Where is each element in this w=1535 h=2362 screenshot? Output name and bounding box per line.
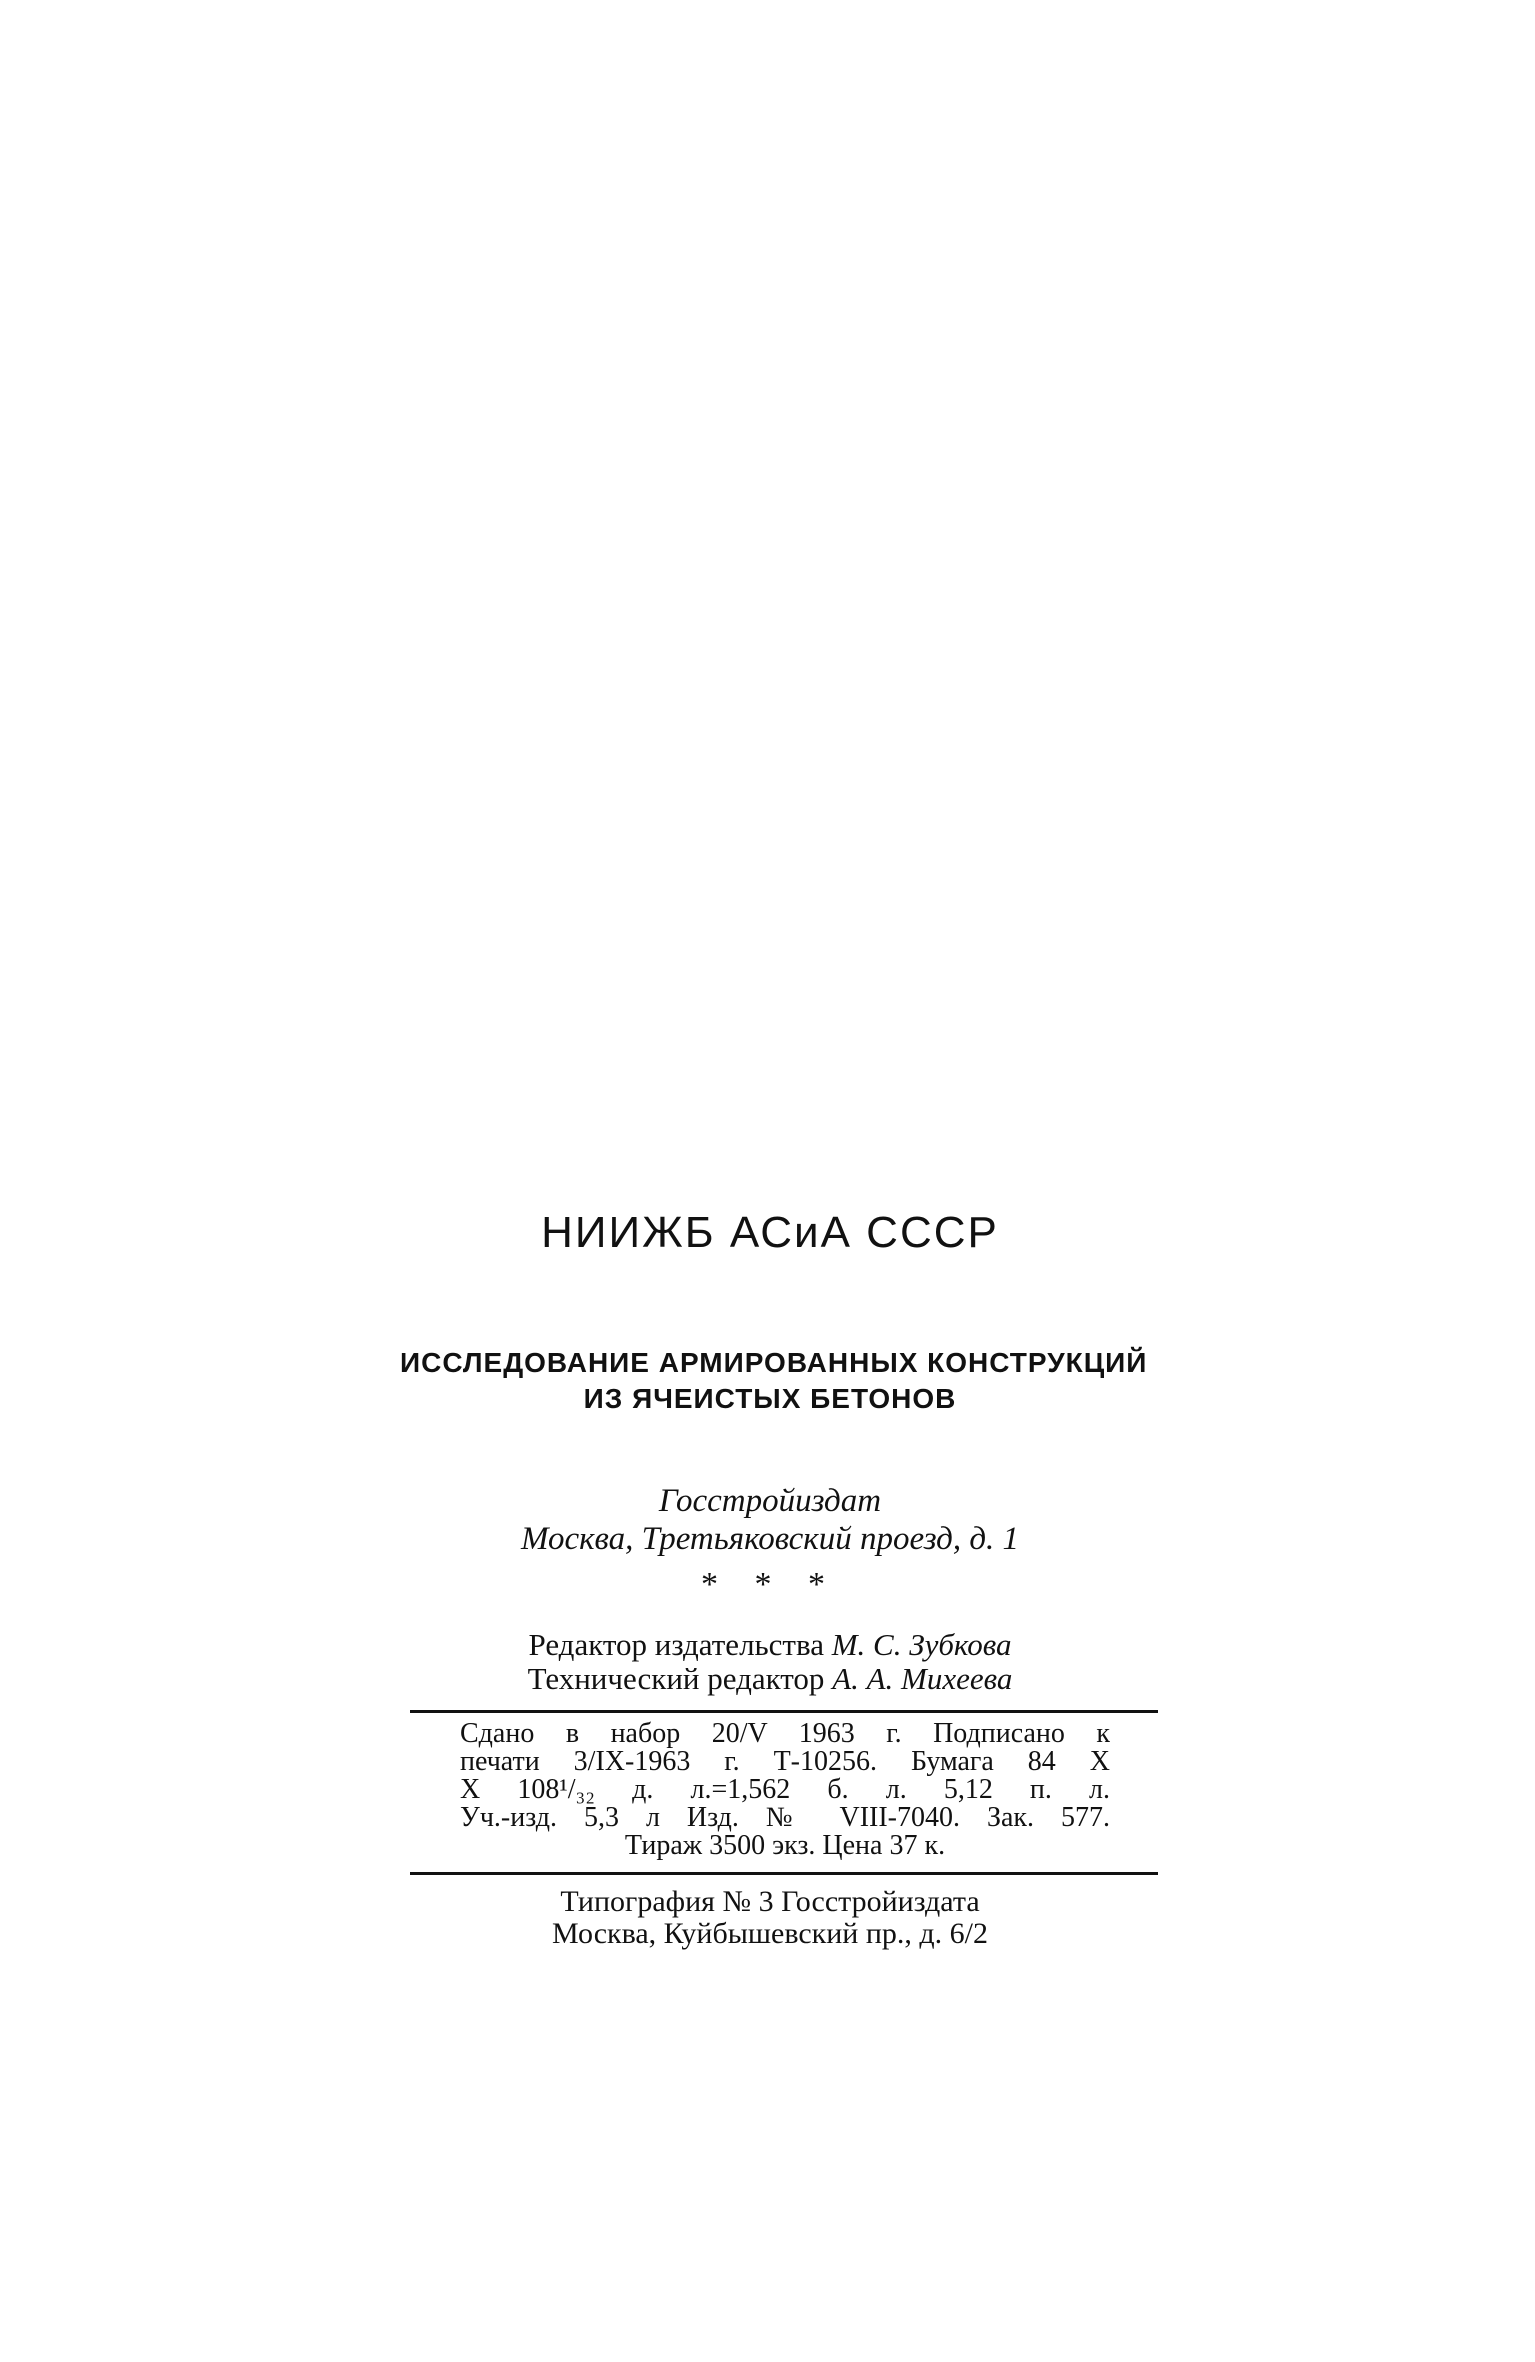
printer-address: Москва, Куйбышевский пр., д. 6/2: [552, 1917, 988, 1950]
imprint-line: печати 3/IX-1963 г. Т-10256. Бумага 84 X: [460, 1746, 1110, 1777]
imprint-line: X 108¹/₃₂ д. л.=1,562 б. л. 5,12 п. л.: [460, 1774, 1110, 1805]
printer-name: Типография № 3 Госстройиздата: [560, 1885, 980, 1918]
divider-bottom: [410, 1872, 1158, 1875]
organization-name: НИИЖБ АСиА СССР: [541, 1208, 999, 1257]
publishing-editor-label: Редактор издательства: [528, 1627, 824, 1662]
section-separator: * * *: [701, 1566, 839, 1603]
book-title: [400, 1345, 1148, 1417]
publisher-address: Москва, Третьяковский проезд, д. 1: [520, 1521, 1020, 1557]
book-title-line-1: ИССЛЕДОВАНИЕ АРМИРОВАННЫХ КОНСТРУКЦИЙ: [400, 1347, 1148, 1378]
imprint-line: Тираж 3500 экз. Цена 37 к.: [624, 1830, 946, 1861]
technical-editor-label: Технический редактор: [527, 1661, 825, 1696]
book-title-line-2: ИЗ ЯЧЕИСТЫХ БЕТОНОВ: [583, 1383, 957, 1414]
publishing-editor: [400, 1628, 1140, 1662]
technical-editor: [400, 1662, 1140, 1696]
imprint-line: Уч.-изд. 5,3 л Изд. № VIII-7040. Зак. 577.: [460, 1802, 1110, 1833]
publisher-name: Госстройиздат: [658, 1483, 882, 1519]
technical-editor-name: А. А. Михеева: [832, 1661, 1013, 1696]
imprint-line: Сдано в набор 20/V 1963 г. Подписано к: [460, 1718, 1110, 1749]
publisher-info: [400, 1482, 1140, 1558]
imprint-details: [460, 1720, 1110, 1860]
divider-top: [410, 1710, 1158, 1713]
publishing-editor-name: М. С. Зубкова: [831, 1627, 1012, 1662]
editors-info: [400, 1628, 1140, 1696]
printer-info: [400, 1886, 1140, 1950]
